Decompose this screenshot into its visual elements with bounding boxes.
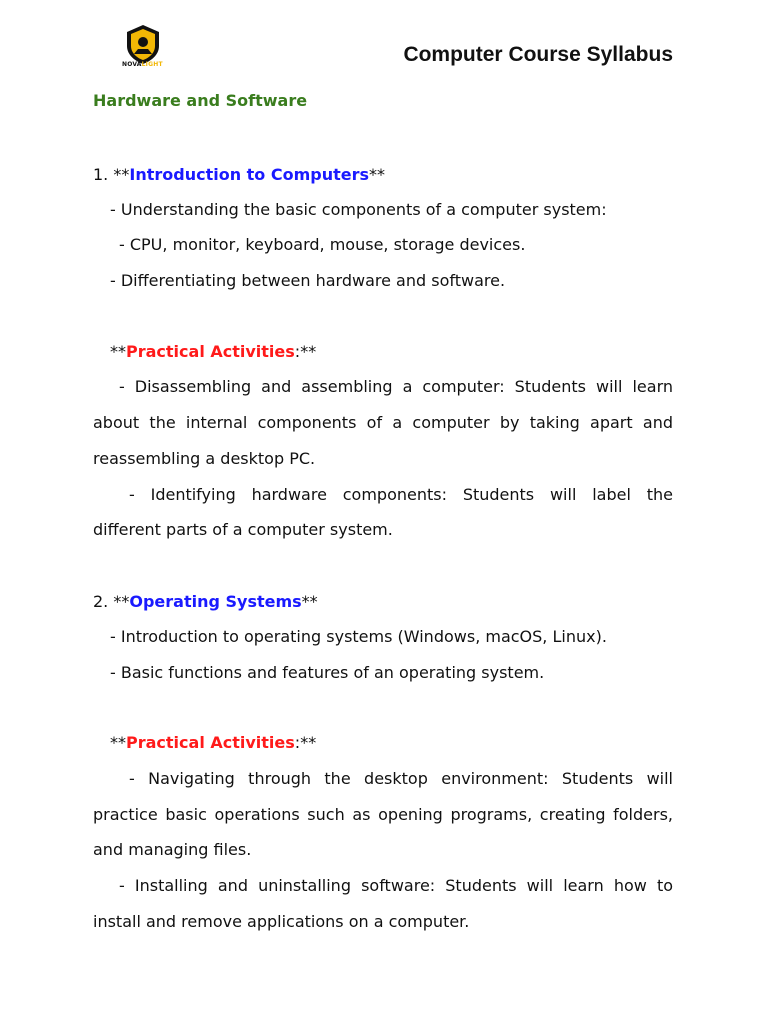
activities-heading-1: **Practical Activities:**	[110, 342, 317, 361]
activity-line: practice basic operations such as opening programs, creating folders,	[93, 805, 673, 824]
bullet: - Differentiating between hardware and software.	[110, 271, 506, 290]
bullet: - CPU, monitor, keyboard, mouse, storage devices.	[119, 235, 526, 254]
activities-heading-2: **Practical Activities:**	[110, 733, 317, 752]
bullet: - Introduction to operating systems (Windows, macOS, Linux).	[110, 627, 607, 646]
bullet: - Basic functions and features of an operating system.	[110, 663, 545, 682]
bullet: - Understanding the basic components of a computer system:	[110, 200, 607, 219]
activity-line: different parts of a computer system.	[93, 520, 393, 539]
activity-line: about the internal components of a computer by taking apart and	[93, 413, 673, 432]
activity-line: and managing files.	[93, 840, 252, 859]
topic-heading-2: 2. **Operating Systems**	[93, 592, 318, 611]
activity-line: install and remove applications on a computer.	[93, 912, 470, 931]
logo-wordmark: NOVALIGHT	[122, 61, 163, 68]
activity-line: - Installing and uninstalling software: Students will learn how to	[119, 876, 673, 895]
activity-line: - Disassembling and assembling a computer: Students will learn	[119, 377, 673, 396]
topic-heading-1: 1. **Introduction to Computers**	[93, 165, 386, 184]
activity-line: - Navigating through the desktop environment: Students will	[129, 769, 673, 788]
activity-line: - Identifying hardware components: Students will label the	[129, 485, 673, 504]
page-title: Computer Course Syllabus	[403, 43, 673, 66]
section-title: Hardware and Software	[93, 91, 308, 110]
activity-line: reassembling a desktop PC.	[93, 449, 316, 468]
